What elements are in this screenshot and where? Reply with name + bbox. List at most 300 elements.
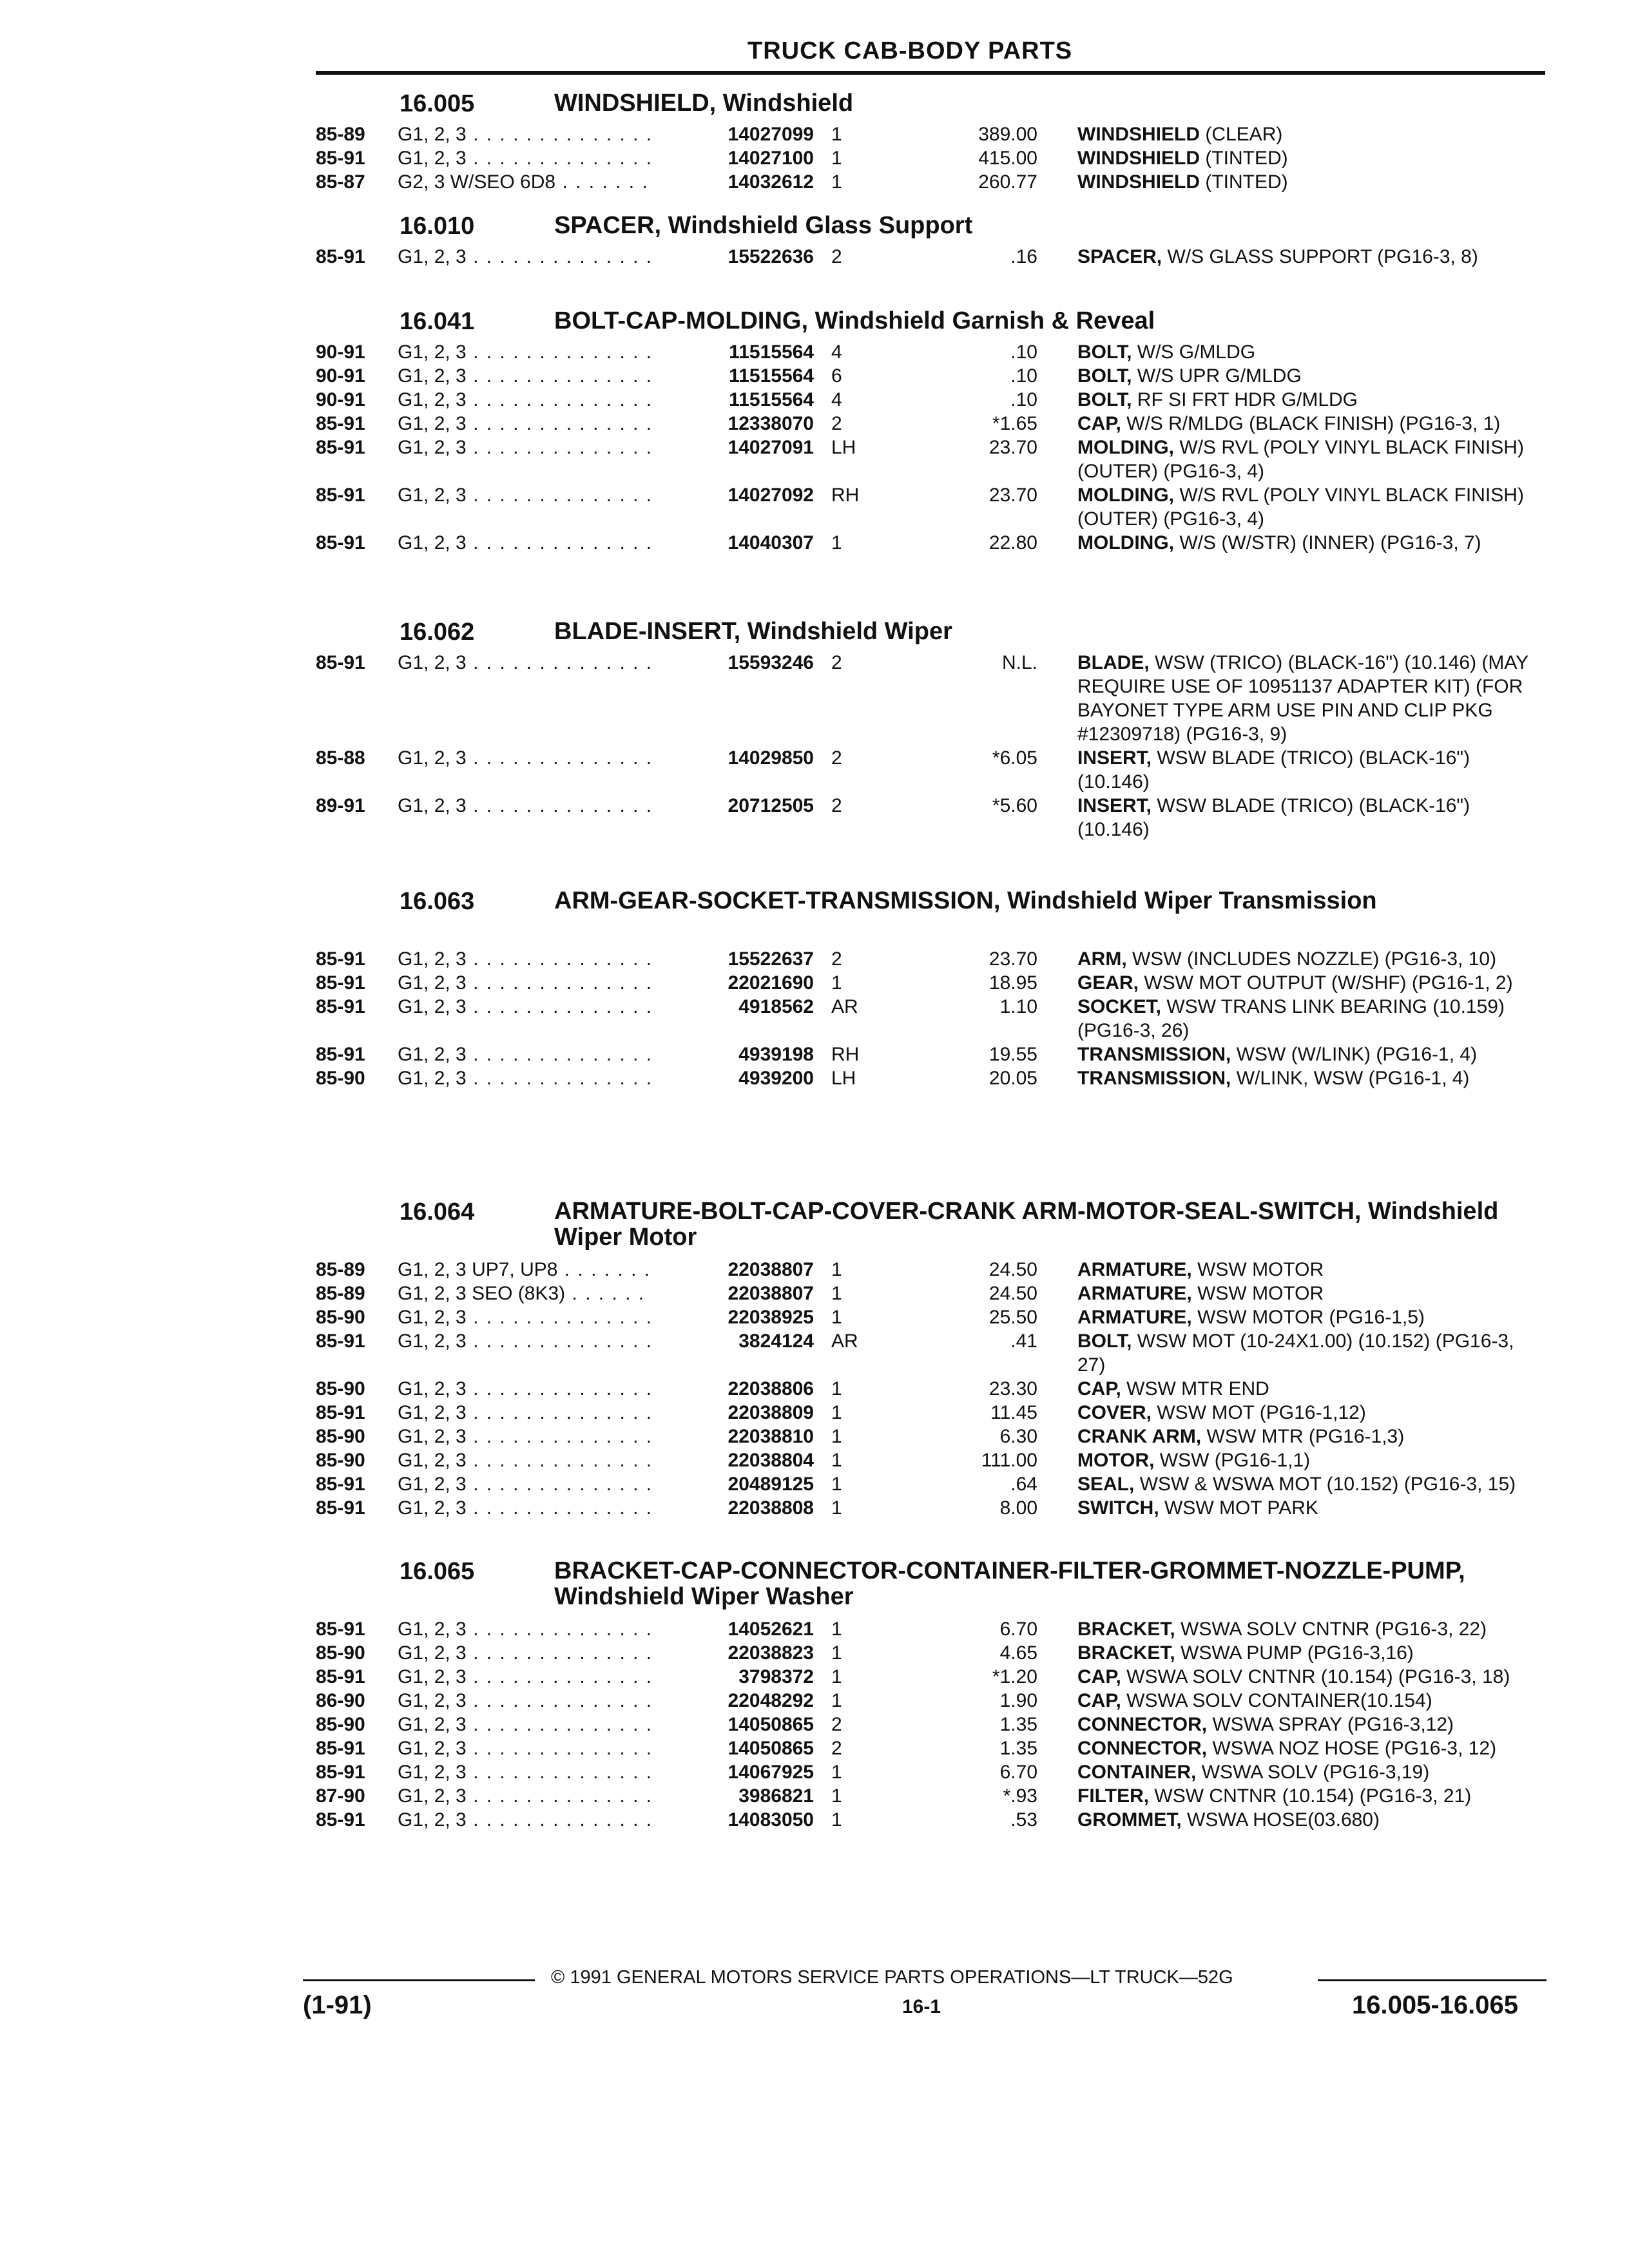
model-years: 90-91 <box>316 341 365 363</box>
model-years: 85-91 <box>316 652 365 673</box>
part-description <box>1077 1401 1545 1425</box>
application: G1, 2, 3 . . . <box>398 1617 668 1641</box>
price: 4.65 <box>999 1642 1037 1664</box>
part-number: 22038925 <box>651 1305 814 1329</box>
part-row <box>316 364 1553 388</box>
model-years: 85-91 <box>316 1666 365 1687</box>
part-name: BRACKET, <box>1077 1619 1175 1640</box>
price: 22.80 <box>988 532 1037 553</box>
part-name: BOLT, <box>1077 389 1132 410</box>
part-name: ARMATURE, <box>1077 1259 1192 1280</box>
part-name: INSERT, <box>1077 747 1152 769</box>
quantity: AR <box>831 1331 858 1352</box>
quantity: 1 <box>831 1402 842 1423</box>
application: G1, 2, 3 . . . <box>398 412 668 436</box>
section-heading <box>316 1558 1553 1617</box>
footer-rule-left <box>303 1979 535 1981</box>
part-name: CAP, <box>1077 1690 1121 1711</box>
quantity: 2 <box>831 1714 842 1735</box>
model-years: 85-91 <box>316 1809 365 1831</box>
application: G1, 2, 3 . . . <box>398 651 668 675</box>
page-header-title: TRUCK CAB-BODY PARTS <box>747 37 1073 64</box>
part-detail: WSWA SOLV (PG16-3,19) <box>1196 1762 1430 1783</box>
part-detail: WSWA HOSE(03.680) <box>1181 1809 1380 1831</box>
quantity: 1 <box>831 1378 842 1399</box>
quantity: 4 <box>831 341 842 363</box>
price: 24.50 <box>988 1283 1037 1304</box>
quantity: 2 <box>831 948 842 970</box>
model-years: 85-91 <box>316 532 365 553</box>
part-name: INSERT, <box>1077 795 1152 816</box>
part-row <box>316 651 1553 746</box>
part-number: 22038807 <box>651 1282 814 1305</box>
part-description <box>1077 1689 1545 1713</box>
model-years: 85-91 <box>316 972 365 994</box>
part-name: ARMATURE, <box>1077 1307 1192 1328</box>
part-number: 22038804 <box>651 1448 814 1472</box>
catalog-section <box>316 1198 1553 1520</box>
section-title: ARM-GEAR-SOCKET-TRANSMISSION, Windshield Wiper Transmission <box>554 887 1377 914</box>
catalog-section <box>316 213 1553 269</box>
part-number: 14027091 <box>651 436 814 459</box>
price: 415.00 <box>978 148 1037 169</box>
part-description <box>1077 1043 1545 1066</box>
application: G1, 2, 3 . . . <box>398 1760 668 1784</box>
quantity: 1 <box>831 1426 842 1447</box>
model-years: 85-91 <box>316 1331 365 1352</box>
application: G1, 2, 3 . . . <box>398 1043 668 1066</box>
part-number: 3798372 <box>651 1665 814 1689</box>
part-row <box>316 436 1553 483</box>
model-years: 85-91 <box>316 246 365 267</box>
quantity: 1 <box>831 171 842 193</box>
part-row <box>316 1689 1553 1713</box>
part-name: GEAR, <box>1077 972 1139 994</box>
application: G1, 2, 3 . . . <box>398 1377 668 1401</box>
part-number: 15593246 <box>651 651 814 675</box>
part-name: BLADE, <box>1077 652 1150 673</box>
part-name: FILTER, <box>1077 1785 1150 1807</box>
model-years: 89-91 <box>316 795 365 816</box>
part-description <box>1077 746 1545 794</box>
quantity: 2 <box>831 1738 842 1759</box>
part-row <box>316 995 1553 1043</box>
part-number: 22048292 <box>651 1689 814 1713</box>
part-detail: (CLEAR) <box>1200 124 1283 145</box>
model-years: 85-91 <box>316 148 365 169</box>
part-number: 14029850 <box>651 746 814 770</box>
price: .10 <box>1010 365 1037 387</box>
application: G1, 2, 3 . . . <box>398 364 668 388</box>
quantity: 2 <box>831 747 842 769</box>
part-name: SPACER, <box>1077 246 1162 267</box>
part-row <box>316 1066 1553 1090</box>
quantity: 1 <box>831 1809 842 1831</box>
part-description <box>1077 1258 1545 1282</box>
quantity: 1 <box>831 1642 842 1664</box>
part-number: 14027099 <box>651 122 814 146</box>
part-name: CONNECTOR, <box>1077 1714 1208 1735</box>
price: N.L. <box>1001 652 1037 673</box>
quantity: 1 <box>831 1450 842 1471</box>
part-name: BOLT, <box>1077 341 1132 363</box>
part-row <box>316 1617 1553 1641</box>
application: G1, 2, 3 . . . <box>398 971 668 995</box>
part-description <box>1077 412 1545 436</box>
part-row <box>316 1641 1553 1665</box>
part-row <box>316 1736 1553 1760</box>
quantity: 1 <box>831 1666 842 1687</box>
part-name: ARMATURE, <box>1077 1283 1192 1304</box>
part-detail: WSW MOT PARK <box>1159 1497 1318 1519</box>
price: 23.70 <box>988 437 1037 458</box>
model-years: 85-90 <box>316 1307 365 1328</box>
application: G1, 2, 3 . . . <box>398 746 668 770</box>
application: G1, 2, 3 . . . <box>398 947 668 971</box>
quantity: 1 <box>831 124 842 145</box>
part-name: BRACKET, <box>1077 1642 1175 1664</box>
part-row <box>316 1496 1553 1520</box>
part-number: 20712505 <box>651 794 814 818</box>
part-description <box>1077 1736 1545 1760</box>
part-detail: WSW MOTOR <box>1191 1259 1324 1280</box>
price: 1.35 <box>999 1714 1037 1735</box>
part-detail: WSW (W/LINK) (PG16-1, 4) <box>1231 1044 1478 1065</box>
model-years: 85-91 <box>316 1044 365 1065</box>
part-description <box>1077 1282 1545 1305</box>
quantity: 2 <box>831 413 842 434</box>
model-years: 85-90 <box>316 1450 365 1471</box>
part-row <box>316 1760 1553 1784</box>
part-description <box>1077 1425 1545 1448</box>
section-number: 16.062 <box>400 619 475 646</box>
price: .41 <box>1010 1331 1037 1352</box>
application: G1, 2, 3 . . . <box>398 122 668 146</box>
part-number: 3986821 <box>651 1784 814 1808</box>
model-years: 90-91 <box>316 365 365 387</box>
part-description <box>1077 122 1545 146</box>
part-row <box>316 1377 1553 1401</box>
part-detail: WSWA NOZ HOSE (PG16-3, 12) <box>1207 1738 1497 1759</box>
part-row <box>316 1713 1553 1736</box>
part-detail: WSWA SOLV CNTNR (10.154) (PG16-3, 18) <box>1121 1666 1510 1687</box>
part-row <box>316 971 1553 995</box>
application: G1, 2, 3 . . . <box>398 1329 668 1353</box>
part-detail: W/S UPR G/MLDG <box>1132 365 1302 387</box>
part-name: WINDSHIELD <box>1077 124 1200 145</box>
model-years: 85-91 <box>316 948 365 970</box>
part-detail: W/S RVL (POLY VINYL BLACK FINISH) (OUTER) (PG16-3, 4) <box>1077 437 1524 482</box>
part-name: CRANK ARM, <box>1077 1426 1202 1447</box>
price: 23.30 <box>988 1378 1037 1399</box>
part-description <box>1077 1496 1545 1520</box>
part-row <box>316 746 1553 794</box>
quantity: 1 <box>831 532 842 553</box>
quantity: 1 <box>831 1785 842 1807</box>
part-description <box>1077 1641 1545 1665</box>
price: 1.10 <box>999 996 1037 1017</box>
price: 6.70 <box>999 1762 1037 1783</box>
part-detail: WSW MOT OUTPUT (W/SHF) (PG16-1, 2) <box>1139 972 1513 994</box>
part-number: 22038823 <box>651 1641 814 1665</box>
price: *5.60 <box>992 795 1037 816</box>
price: 19.55 <box>988 1044 1037 1065</box>
quantity: AR <box>831 996 858 1017</box>
application: G1, 2, 3 . . . <box>398 1641 668 1665</box>
part-number: 4939200 <box>651 1066 814 1090</box>
application: G1, 2, 3 . . . <box>398 1784 668 1808</box>
part-number: 14067925 <box>651 1760 814 1784</box>
model-years: 85-91 <box>316 437 365 458</box>
part-name: MOLDING, <box>1077 437 1174 458</box>
section-heading <box>316 213 1553 245</box>
part-number: 22038810 <box>651 1425 814 1448</box>
section-title: BLADE-INSERT, Windshield Wiper <box>554 618 952 645</box>
application: G1, 2, 3 . . . <box>398 1736 668 1760</box>
part-description <box>1077 388 1545 412</box>
part-description <box>1077 364 1545 388</box>
part-number: 14027092 <box>651 483 814 507</box>
part-number: 22038806 <box>651 1377 814 1401</box>
part-name: SOCKET, <box>1077 996 1162 1017</box>
part-description <box>1077 1472 1545 1496</box>
part-description <box>1077 1713 1545 1736</box>
quantity: 6 <box>831 365 842 387</box>
price: 1.35 <box>999 1738 1037 1759</box>
application: G1, 2, 3 SEO (8K3) . . . <box>398 1282 668 1305</box>
part-description <box>1077 1448 1545 1472</box>
part-number: 22038809 <box>651 1401 814 1425</box>
application: G1, 2, 3 . . . <box>398 995 668 1019</box>
section-number: 16.041 <box>400 308 475 335</box>
part-description <box>1077 1377 1545 1401</box>
application: G1, 2, 3 . . . <box>398 1472 668 1496</box>
part-number: 14083050 <box>651 1808 814 1832</box>
part-row <box>316 1282 1553 1305</box>
catalog-section <box>316 90 1553 194</box>
part-detail: W/LINK, WSW (PG16-1, 4) <box>1231 1068 1470 1089</box>
part-detail: (TINTED) <box>1200 148 1288 169</box>
part-row <box>316 947 1553 971</box>
section-title: ARMATURE-BOLT-CAP-COVER-CRANK ARM-MOTOR-SEAL-SWITCH, Windshield Wiper Motor <box>554 1198 1499 1251</box>
price: 11.45 <box>990 1402 1037 1423</box>
part-detail: WSW MOTOR <box>1191 1283 1324 1304</box>
model-years: 86-90 <box>316 1690 365 1711</box>
footer-section-range: 16.005-16.065 <box>1352 1991 1519 2019</box>
part-description <box>1077 1665 1545 1689</box>
part-number: 14027100 <box>651 146 814 170</box>
part-row <box>316 340 1553 364</box>
part-number: 3824124 <box>651 1329 814 1353</box>
application: G1, 2, 3 . . . <box>398 1665 668 1689</box>
part-number: 11515564 <box>651 388 814 412</box>
part-description <box>1077 1760 1545 1784</box>
part-row <box>316 388 1553 412</box>
part-detail: WSW BLADE (TRICO) (BLACK-16") (10.146) <box>1077 795 1470 840</box>
model-years: 85-89 <box>316 124 365 145</box>
part-name: BOLT, <box>1077 1331 1132 1352</box>
part-description <box>1077 1305 1545 1329</box>
quantity: 1 <box>831 972 842 994</box>
part-row <box>316 412 1553 436</box>
application: G1, 2, 3 . . . <box>398 245 668 269</box>
part-detail: WSW CNTNR (10.154) (PG16-3, 21) <box>1149 1785 1472 1807</box>
part-row <box>316 1043 1553 1066</box>
part-detail: W/S RVL (POLY VINYL BLACK FINISH) (OUTER) (PG16-3, 4) <box>1077 485 1524 530</box>
part-row <box>316 1784 1553 1808</box>
model-years: 85-90 <box>316 1714 365 1735</box>
price: .10 <box>1010 389 1037 410</box>
part-description <box>1077 245 1545 269</box>
part-description <box>1077 995 1545 1043</box>
part-name: COVER, <box>1077 1402 1152 1423</box>
model-years: 90-91 <box>316 389 365 410</box>
part-row <box>316 245 1553 269</box>
part-row <box>316 1425 1553 1448</box>
catalog-section <box>316 619 1553 841</box>
application: G2, 3 W/SEO 6D8 . . . <box>398 170 668 194</box>
part-description <box>1077 971 1545 995</box>
part-name: CONNECTOR, <box>1077 1738 1208 1759</box>
model-years: 85-91 <box>316 1497 365 1519</box>
part-row <box>316 170 1553 194</box>
part-description <box>1077 531 1545 555</box>
section-heading <box>316 308 1553 340</box>
part-detail: WSW & WSWA MOT (10.152) (PG16-3, 15) <box>1134 1474 1516 1495</box>
part-row <box>316 1258 1553 1282</box>
quantity: LH <box>831 437 856 458</box>
part-name: ARM, <box>1077 948 1127 970</box>
section-heading <box>316 888 1553 947</box>
model-years: 85-91 <box>316 1762 365 1783</box>
part-detail: W/S R/MLDG (BLACK FINISH) (PG16-3, 1) <box>1121 413 1501 434</box>
part-row <box>316 531 1553 555</box>
quantity: 1 <box>831 1619 842 1640</box>
part-number: 22021690 <box>651 971 814 995</box>
section-number: 16.010 <box>400 213 475 240</box>
part-description <box>1077 436 1545 483</box>
part-description <box>1077 1617 1545 1641</box>
price: .53 <box>1010 1809 1037 1831</box>
part-number: 14052621 <box>651 1617 814 1641</box>
part-detail: W/S GLASS SUPPORT (PG16-3, 8) <box>1162 246 1478 267</box>
quantity: RH <box>831 1044 860 1065</box>
part-detail: WSW MOTOR (PG16-1,5) <box>1191 1307 1425 1328</box>
section-number: 16.064 <box>400 1198 475 1225</box>
section-number: 16.063 <box>400 888 475 915</box>
application: G1, 2, 3 UP7, UP8 . . . <box>398 1258 668 1282</box>
catalog-section <box>316 308 1553 555</box>
quantity: 1 <box>831 1259 842 1280</box>
part-name: SWITCH, <box>1077 1497 1159 1519</box>
quantity: 4 <box>831 389 842 410</box>
part-row <box>316 1448 1553 1472</box>
part-row <box>316 1329 1553 1377</box>
price: 111.00 <box>981 1450 1037 1471</box>
price: 389.00 <box>978 124 1037 145</box>
part-description <box>1077 947 1545 971</box>
part-row <box>316 122 1553 146</box>
header-rule <box>316 71 1545 75</box>
application: G1, 2, 3 . . . <box>398 1808 668 1832</box>
part-number: 14040307 <box>651 531 814 555</box>
footer-rule-right <box>1318 1979 1547 1981</box>
part-name: SEAL, <box>1077 1474 1135 1495</box>
part-row <box>316 1665 1553 1689</box>
part-number: 14032612 <box>651 170 814 194</box>
model-years: 85-91 <box>316 996 365 1017</box>
quantity: 2 <box>831 246 842 267</box>
price: 23.70 <box>988 948 1037 970</box>
footer-page-number: 16-1 <box>902 1996 941 2017</box>
footer-copyright: © 1991 GENERAL MOTORS SERVICE PARTS OPERATIONS—LT TRUCK—52G <box>551 1967 1233 1988</box>
model-years: 85-91 <box>316 1402 365 1423</box>
price: 25.50 <box>988 1307 1037 1328</box>
quantity: 1 <box>831 1497 842 1519</box>
price: .16 <box>1010 246 1037 267</box>
part-row <box>316 1305 1553 1329</box>
part-number: 22038807 <box>651 1258 814 1282</box>
part-row <box>316 1472 1553 1496</box>
part-description <box>1077 794 1545 841</box>
part-number: 12338070 <box>651 412 814 436</box>
model-years: 85-91 <box>316 1738 365 1759</box>
quantity: RH <box>831 485 860 506</box>
part-detail: WSW MOT (PG16-1,12) <box>1152 1402 1366 1423</box>
section-number: 16.005 <box>400 90 475 117</box>
model-years: 85-89 <box>316 1283 365 1304</box>
section-heading <box>316 90 1553 122</box>
part-description <box>1077 651 1545 746</box>
part-detail: WSW MTR (PG16-1,3) <box>1201 1426 1405 1447</box>
price: 1.90 <box>999 1690 1037 1711</box>
part-detail: WSW BLADE (TRICO) (BLACK-16") (10.146) <box>1077 747 1470 793</box>
application: G1, 2, 3 . . . <box>398 1425 668 1448</box>
price: *1.20 <box>992 1666 1037 1687</box>
part-detail: (TINTED) <box>1200 171 1288 193</box>
application: G1, 2, 3 . . . <box>398 146 668 170</box>
part-number: 4939198 <box>651 1043 814 1066</box>
quantity: LH <box>831 1068 856 1089</box>
price: *.93 <box>1003 1785 1037 1807</box>
part-detail: WSW MTR END <box>1121 1378 1269 1399</box>
application: G1, 2, 3 . . . <box>398 1713 668 1736</box>
model-years: 85-90 <box>316 1068 365 1089</box>
part-description <box>1077 1329 1545 1377</box>
section-title: BOLT-CAP-MOLDING, Windshield Garnish & Reveal <box>554 307 1155 334</box>
price: 8.00 <box>999 1497 1037 1519</box>
part-row <box>316 1401 1553 1425</box>
quantity: 1 <box>831 1762 842 1783</box>
part-detail: WSWA SOLV CONTAINER(10.154) <box>1121 1690 1432 1711</box>
part-name: WINDSHIELD <box>1077 171 1200 193</box>
price: 24.50 <box>988 1259 1037 1280</box>
model-years: 85-90 <box>316 1642 365 1664</box>
part-detail: WSW MOT (10-24X1.00) (10.152) (PG16-3, 27) <box>1077 1331 1514 1376</box>
model-years: 85-89 <box>316 1259 365 1280</box>
part-description <box>1077 1784 1545 1808</box>
part-description <box>1077 483 1545 531</box>
part-number: 14050865 <box>651 1736 814 1760</box>
part-row <box>316 146 1553 170</box>
price: .10 <box>1010 341 1037 363</box>
application: G1, 2, 3 . . . <box>398 1305 668 1329</box>
part-name: CAP, <box>1077 1378 1121 1399</box>
price: 18.95 <box>988 972 1037 994</box>
part-description <box>1077 340 1545 364</box>
part-detail: W/S (W/STR) (INNER) (PG16-3, 7) <box>1174 532 1481 553</box>
section-heading <box>316 619 1553 651</box>
